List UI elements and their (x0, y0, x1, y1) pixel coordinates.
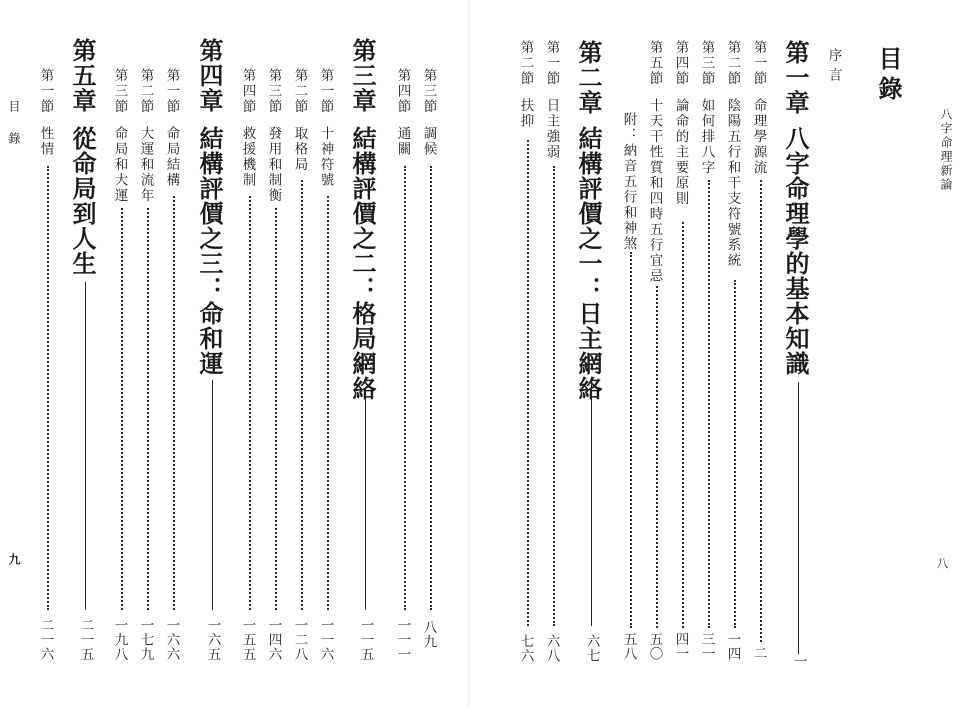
page-ref: 四一 (672, 632, 689, 661)
page-ref: 二一六 (37, 618, 54, 662)
leader-dots (734, 280, 736, 628)
section-number: 第一節 (317, 68, 334, 115)
leader-dots (249, 196, 251, 610)
leader-dots (656, 286, 658, 628)
leader-dots (430, 166, 432, 610)
toc-chapter-3[interactable] (350, 38, 380, 678)
leader-rule (798, 382, 799, 654)
page-ref: 三一 (698, 632, 715, 661)
toc-section-4-1[interactable] (164, 68, 182, 678)
page-ref: 一九八 (111, 618, 128, 662)
page-ref: 五〇 (646, 632, 663, 661)
section-title: 調候 (420, 126, 437, 157)
toc-appendix[interactable] (621, 112, 639, 670)
section-number: 第三節 (265, 68, 282, 115)
page-number (8, 552, 20, 571)
leader-rule (365, 388, 366, 610)
entry-title: 序言 (825, 48, 842, 87)
section-number: 第一節 (543, 40, 560, 87)
toc-section-2-4[interactable] (395, 68, 413, 678)
running-header (940, 108, 952, 196)
page-ref: 二 (750, 646, 767, 661)
page-number (936, 556, 948, 575)
chapter-number: 第四章 (195, 38, 224, 113)
page-ref: 八九 (420, 620, 437, 649)
leader-dots (173, 196, 175, 610)
chapter-number: 第一章 (781, 40, 810, 115)
chapter-title: 結構評價之二：格局網絡 (348, 126, 377, 401)
section-number: 第五節 (646, 40, 663, 87)
section-title: 救援機制 (239, 126, 256, 188)
section-number: 第三節 (111, 68, 128, 115)
toc-section-2-3[interactable] (421, 68, 439, 678)
page-ref: 一六五 (204, 618, 221, 662)
toc-section-1-3[interactable] (699, 40, 717, 670)
page-ref: 二一五 (77, 618, 94, 662)
section-title: 陰陽五行和干支符號系統 (724, 98, 741, 269)
page-ref: 一六六 (163, 618, 180, 662)
leader-dots (527, 140, 529, 626)
toc-section-3-4[interactable] (240, 68, 258, 678)
leader-dots (708, 180, 710, 628)
leader-dots (275, 208, 277, 610)
page-ref: 一四 (724, 632, 741, 661)
section-title: 如何排八字 (698, 98, 715, 176)
toc-section-5-1[interactable] (38, 68, 56, 678)
section-number: 第二節 (291, 68, 308, 115)
toc-section-1-5[interactable] (647, 40, 665, 670)
section-title: 十神符號 (317, 126, 334, 188)
toc-section-2-1[interactable] (544, 40, 562, 670)
leader-dots (327, 196, 329, 610)
running-header (8, 100, 20, 168)
toc-chapter-2[interactable] (576, 40, 606, 670)
chapter-title: 結構評價之一：日主網絡 (574, 126, 603, 401)
running-header-text: 八字命理新論 (939, 108, 953, 192)
page-ref: 一一六 (317, 618, 334, 662)
page-ref: 一五五 (239, 618, 256, 662)
page-ref: 六七 (583, 634, 600, 663)
leader-rule (212, 380, 213, 610)
page-ref: 一一五 (357, 618, 374, 662)
section-title: 通關 (394, 126, 411, 157)
section-number: 第二節 (137, 68, 154, 115)
toc-chapter-4[interactable] (197, 38, 227, 678)
section-number: 第四節 (394, 68, 411, 115)
toc-chapter-5[interactable] (70, 38, 100, 678)
leader-dots (121, 208, 123, 610)
toc-section-1-2[interactable] (725, 40, 743, 670)
section-number: 第三節 (420, 68, 437, 115)
chapter-title: 八字命理學的基本知識 (781, 126, 810, 376)
section-title: 命理學源流 (750, 98, 767, 176)
section-title: 十天干性質和四時五行宜忌 (646, 98, 663, 284)
toc-section-4-3[interactable] (112, 68, 130, 678)
toc-section-1-4[interactable] (673, 40, 691, 670)
toc-section-3-1[interactable] (318, 68, 336, 678)
page-ref: 六八 (543, 634, 560, 663)
section-number: 第三節 (698, 40, 715, 87)
section-title: 扶抑 (517, 98, 534, 129)
page-number-text: 八 (935, 557, 949, 571)
toc-section-1-1[interactable] (751, 40, 769, 670)
section-number: 第二節 (517, 40, 534, 87)
section-title: 性情 (37, 126, 54, 157)
chapter-title: 結構評價之三：命和運 (195, 126, 224, 376)
section-title: 命局結構 (163, 126, 180, 188)
page-ref: 一一一 (394, 618, 411, 662)
section-title: 日主強弱 (543, 98, 560, 160)
chapter-number: 第五章 (68, 38, 97, 113)
toc-section-4-2[interactable] (138, 68, 156, 678)
left-page (0, 0, 470, 707)
leader-rule (591, 382, 592, 626)
page-ref: 七六 (517, 634, 534, 663)
leader-dots (301, 180, 303, 610)
leader-dots (760, 180, 762, 642)
page-ref: 五八 (620, 632, 637, 661)
toc-section-3-3[interactable] (266, 68, 284, 678)
appendix-title: 附：納音五行和神煞 (620, 112, 637, 252)
section-number: 第一節 (163, 68, 180, 115)
section-number: 第一節 (37, 68, 54, 115)
section-title: 論命的主要原則 (672, 98, 689, 207)
toc-chapter-1[interactable] (783, 40, 813, 670)
section-title: 發用和制衡 (265, 126, 282, 204)
toc-section-3-2[interactable] (292, 68, 310, 678)
page-ref: 一七九 (137, 618, 154, 662)
leader-dots (147, 208, 149, 610)
leader-dots (553, 166, 555, 626)
leader-rule (85, 282, 86, 610)
section-title: 命局和大運 (111, 126, 128, 204)
section-number: 第四節 (672, 40, 689, 87)
right-page (470, 0, 959, 707)
leader-dots (630, 252, 632, 628)
running-header-text: 目錄 (7, 100, 21, 164)
toc-title-text: 目錄 (874, 46, 903, 106)
page-ref: 一 (790, 654, 807, 669)
section-number: 第一節 (750, 40, 767, 87)
section-title: 大運和流年 (137, 126, 154, 204)
toc-section-2-2[interactable] (518, 40, 536, 670)
page-ref: 一二八 (291, 618, 308, 662)
chapter-number: 第三章 (348, 38, 377, 113)
leader-dots (47, 166, 49, 610)
page-ref: 一四六 (265, 618, 282, 662)
section-title: 取格局 (291, 126, 308, 173)
chapter-number: 第二章 (574, 40, 603, 115)
leader-dots (404, 166, 406, 610)
section-number: 第二節 (724, 40, 741, 87)
section-number: 第四節 (239, 68, 256, 115)
page-number-text: 九 (7, 553, 21, 567)
chapter-title: 從命局到人生 (68, 126, 97, 276)
leader-dots (682, 222, 684, 628)
